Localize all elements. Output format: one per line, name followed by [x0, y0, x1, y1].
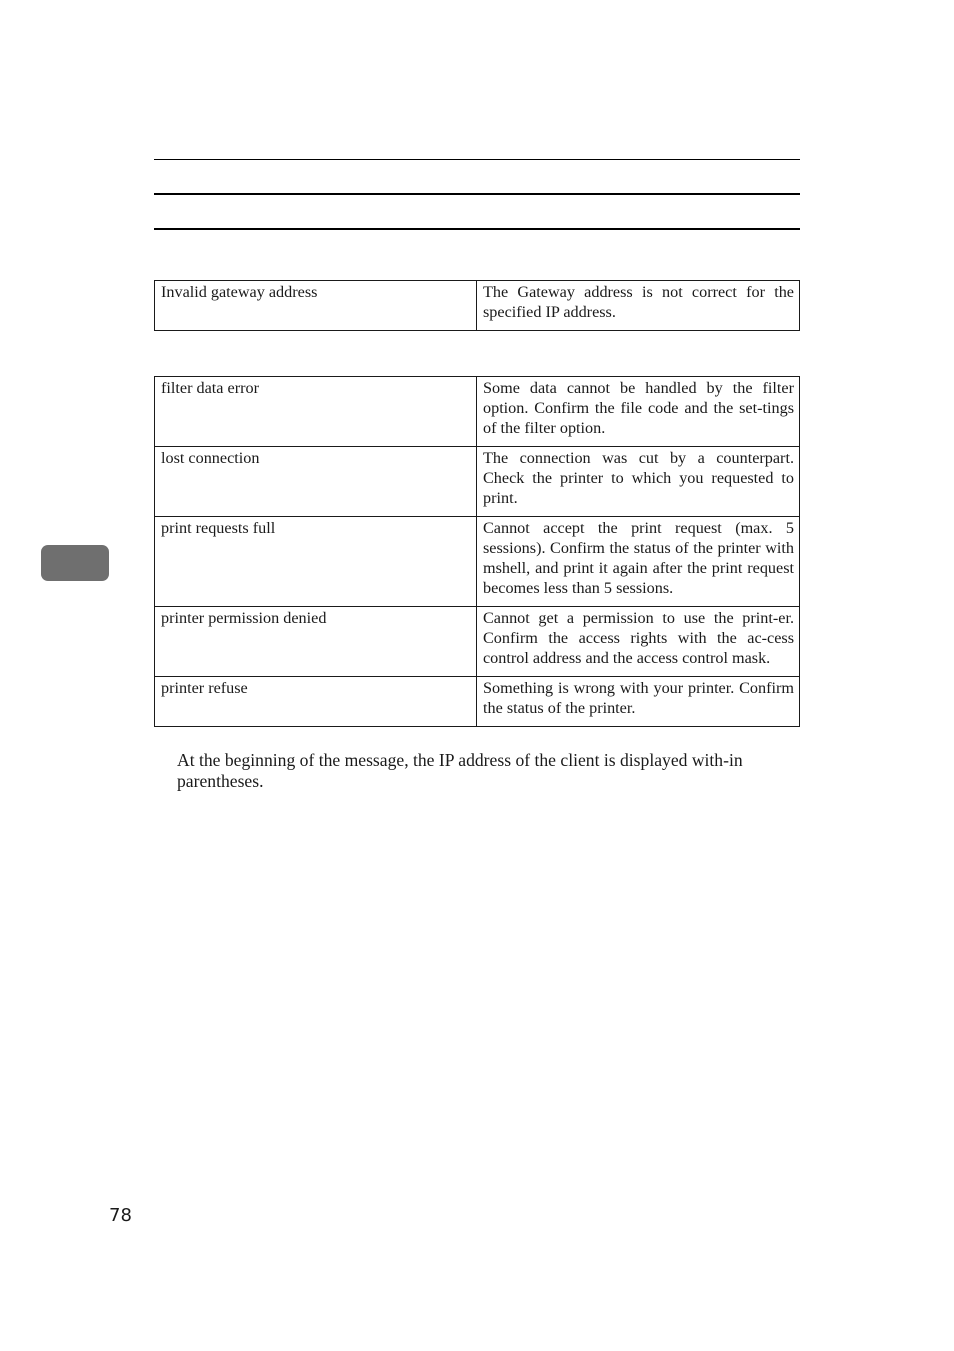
description-cell: Something is wrong with your printer. Confirm the status of the printer.	[477, 677, 800, 727]
message-cell: Invalid gateway address	[155, 281, 477, 331]
message-cell: printer permission denied	[155, 607, 477, 677]
description-cell: The Gateway address is not correct for the specified IP address.	[477, 281, 800, 331]
page-number: 78	[109, 1205, 132, 1226]
gateway-message-table	[154, 280, 800, 331]
description-cell: The connection was cut by a counterpart. Check the printer to which you requested to print.	[477, 447, 800, 517]
message-cell: printer refuse	[155, 677, 477, 727]
chapter-tab	[41, 545, 109, 581]
table-row	[155, 677, 800, 727]
header-rule-top	[154, 159, 800, 160]
table-row	[155, 607, 800, 677]
table-row	[155, 377, 800, 447]
header-rule-bottom	[154, 228, 800, 230]
lpd-message-table	[154, 376, 800, 727]
table-row	[155, 447, 800, 517]
description-cell: Cannot accept the print request (max. 5 sessions). Confirm the status of the printer with mshell, and print it again after the print request becomes less than 5 sessions.	[477, 517, 800, 607]
message-cell: print requests full	[155, 517, 477, 607]
header-rule-middle	[154, 193, 800, 195]
description-cell: Some data cannot be handled by the filter option. Confirm the file code and the set-tings of the filter option.	[477, 377, 800, 447]
table-row	[155, 281, 800, 331]
message-cell: lost connection	[155, 447, 477, 517]
footnote-text: At the beginning of the message, the IP address of the client is displayed with-in parentheses.	[177, 750, 743, 791]
description-cell: Cannot get a permission to use the print-er. Confirm the access rights with the ac-cess control address and the access control mask.	[477, 607, 800, 677]
table-row	[155, 517, 800, 607]
message-cell: filter data error	[155, 377, 477, 447]
